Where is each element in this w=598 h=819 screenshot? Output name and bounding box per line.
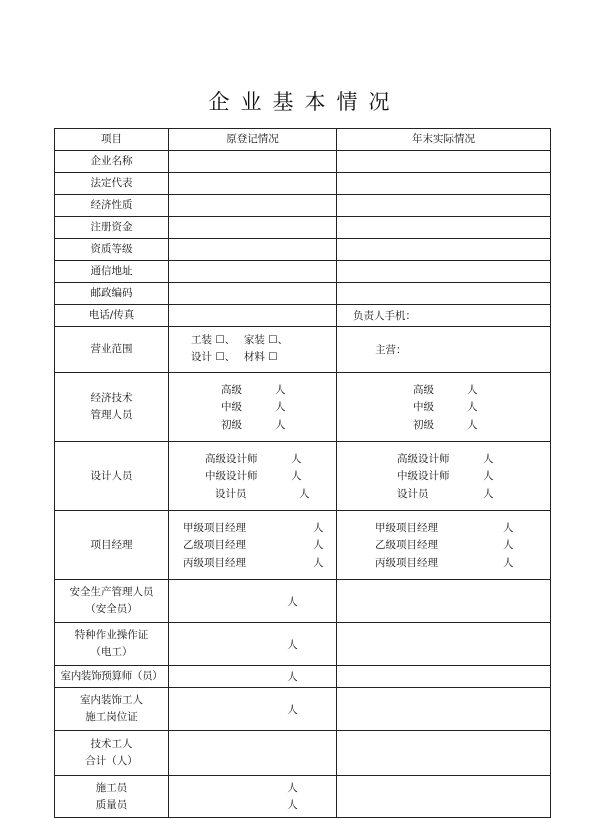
budgeter-actual-field[interactable] bbox=[337, 666, 551, 688]
row-label-economic-nature: 经济性质 bbox=[55, 195, 169, 217]
budgeter-registered-field[interactable]: 人 bbox=[169, 666, 337, 688]
economic-nature-registered-field[interactable] bbox=[169, 195, 337, 217]
table-row bbox=[55, 195, 551, 217]
company-name-registered-field[interactable] bbox=[169, 151, 337, 173]
table-row bbox=[55, 442, 551, 511]
business-scope-line-2: 设计 ☐、 材料 ☐ bbox=[191, 351, 278, 363]
table-row bbox=[55, 327, 551, 373]
table-row bbox=[55, 776, 551, 818]
header-year-end: 年末实际情况 bbox=[337, 129, 551, 151]
page-title: 企业基本情况 bbox=[208, 90, 401, 114]
decor-workers-actual-field[interactable] bbox=[337, 688, 551, 731]
phone-fax-actual-field[interactable] bbox=[337, 305, 551, 327]
table-row bbox=[55, 239, 551, 261]
construction-registered-field[interactable]: 人 人 bbox=[169, 776, 337, 818]
row-label-tech-workers: 技术工人 合计（人） bbox=[55, 731, 169, 776]
company-name-actual-field[interactable] bbox=[337, 151, 551, 173]
row-label-registered-capital: 注册资金 bbox=[55, 217, 169, 239]
row-label-special-ops: 特种作业操作证 （电工） bbox=[55, 623, 169, 666]
designers-actual[interactable]: 高级设计师 人 中级设计师 人 设计员 人 bbox=[337, 442, 551, 511]
project-managers-registered[interactable]: 甲级项目经理 人 乙级项目经理 人 丙级项目经理 人 bbox=[169, 511, 337, 580]
designers-registered[interactable]: 高级设计师 人 中级设计师 人 设计员 人 bbox=[169, 442, 337, 511]
row-label-project-managers: 项目经理 bbox=[55, 511, 169, 580]
table-header-row bbox=[55, 129, 551, 151]
row-label-construction: 施工员 质量员 bbox=[55, 776, 169, 818]
tech-workers-actual-field[interactable] bbox=[337, 731, 551, 776]
row-label-designers: 设计人员 bbox=[55, 442, 169, 511]
postcode-actual-field[interactable] bbox=[337, 283, 551, 305]
safety-registered-field[interactable]: 人 bbox=[169, 580, 337, 623]
business-scope-registered[interactable] bbox=[169, 327, 337, 373]
row-label-company-name: 企业名称 bbox=[55, 151, 169, 173]
row-label-legal-rep: 法定代表 bbox=[55, 173, 169, 195]
header-item: 项目 bbox=[55, 129, 169, 151]
special-ops-actual-field[interactable] bbox=[337, 623, 551, 666]
table-row bbox=[55, 261, 551, 283]
registered-capital-actual-field[interactable] bbox=[337, 217, 551, 239]
construction-actual-field[interactable] bbox=[337, 776, 551, 818]
decor-workers-registered-field[interactable]: 人 bbox=[169, 688, 337, 731]
business-scope-actual[interactable] bbox=[337, 327, 551, 373]
legal-rep-actual-field[interactable] bbox=[337, 173, 551, 195]
safety-actual-field[interactable] bbox=[337, 580, 551, 623]
table-row bbox=[55, 283, 551, 305]
tech-staff-actual[interactable]: 高级 人 中级 人 初级 人 bbox=[337, 373, 551, 442]
table-row bbox=[55, 623, 551, 666]
tech-staff-registered[interactable]: 高级 人 中级 人 初级 人 bbox=[169, 373, 337, 442]
table-row bbox=[55, 151, 551, 173]
main-business-label: 主营： bbox=[375, 344, 407, 356]
project-managers-actual[interactable]: 甲级项目经理 人 乙级项目经理 人 丙级项目经理 人 bbox=[337, 511, 551, 580]
row-label-address: 通信地址 bbox=[55, 261, 169, 283]
table-row bbox=[55, 173, 551, 195]
address-registered-field[interactable] bbox=[169, 261, 337, 283]
row-label-phone-fax: 电话/传真 bbox=[55, 305, 169, 327]
row-label-budgeter: 室内装饰预算师（员） bbox=[55, 666, 169, 688]
qualification-grade-actual-field[interactable] bbox=[337, 239, 551, 261]
table-row bbox=[55, 666, 551, 688]
qualification-grade-registered-field[interactable] bbox=[169, 239, 337, 261]
table-row bbox=[55, 511, 551, 580]
business-scope-line-1: 工装 ☐、 家装 ☐、 bbox=[191, 334, 289, 346]
phone-fax-registered-field[interactable] bbox=[169, 305, 337, 327]
header-registered: 原登记情况 bbox=[169, 129, 337, 151]
row-label-postcode: 邮政编码 bbox=[55, 283, 169, 305]
table-row bbox=[55, 373, 551, 442]
responsible-mobile-label: 负责人手机： bbox=[353, 310, 416, 322]
table-row bbox=[55, 305, 551, 327]
special-ops-registered-field[interactable]: 人 bbox=[169, 623, 337, 666]
row-label-business-scope: 营业范围 bbox=[55, 327, 169, 373]
row-label-qualification-grade: 资质等级 bbox=[55, 239, 169, 261]
row-label-decor-workers: 室内装饰工人 施工岗位证 bbox=[55, 688, 169, 731]
row-label-tech-staff: 经济技术 管理人员 bbox=[55, 373, 169, 442]
tech-workers-registered-field[interactable] bbox=[169, 731, 337, 776]
legal-rep-registered-field[interactable] bbox=[169, 173, 337, 195]
postcode-registered-field[interactable] bbox=[169, 283, 337, 305]
table-row bbox=[55, 580, 551, 623]
row-label-safety: 安全生产管理人员 （安全员） bbox=[55, 580, 169, 623]
table-row bbox=[55, 688, 551, 731]
table-row bbox=[55, 731, 551, 776]
economic-nature-actual-field[interactable] bbox=[337, 195, 551, 217]
address-actual-field[interactable] bbox=[337, 261, 551, 283]
table-row bbox=[55, 217, 551, 239]
enterprise-info-table bbox=[54, 128, 551, 818]
registered-capital-registered-field[interactable] bbox=[169, 217, 337, 239]
